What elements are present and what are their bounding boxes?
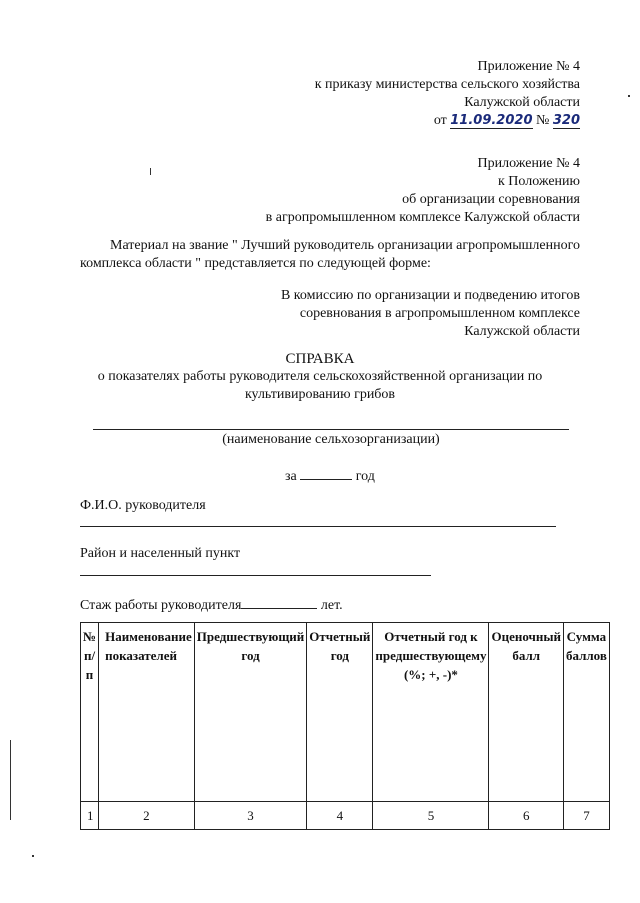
column-number: 7 xyxy=(563,802,609,830)
year-suffix: год xyxy=(355,469,375,484)
document-title-main: СПРАВКА xyxy=(285,351,355,367)
table-row xyxy=(81,802,610,830)
intro-line-1: Материал на звание " Лучший руководитель организации агропромышленного xyxy=(110,238,580,253)
year-line xyxy=(285,465,375,485)
document-title xyxy=(60,350,580,404)
order-region: Калужской области xyxy=(464,95,580,110)
header-report-year: Отчетный год xyxy=(307,623,373,802)
regulation-appendix-number: Приложение № 4 xyxy=(477,156,580,171)
column-number: 3 xyxy=(194,802,307,830)
order-appendix-header xyxy=(250,58,580,130)
scan-mark xyxy=(10,740,11,820)
column-number: 5 xyxy=(373,802,489,830)
order-date-handwritten: 11.09.2020 xyxy=(450,113,533,128)
scan-mark xyxy=(150,168,151,175)
order-date-line xyxy=(250,112,580,130)
column-number: 6 xyxy=(489,802,564,830)
org-name-caption: (наименование сельхозорганизации) xyxy=(222,432,440,447)
document-title-sub-1: о показателях работы руководителя сельскохозяйственной организации по xyxy=(97,369,543,384)
regulation-reference: к Положению xyxy=(497,174,580,189)
intro-line-2: комплекса области " представляется по следующей форме: xyxy=(80,256,431,271)
header-index: № п/п xyxy=(81,623,99,802)
column-number: 4 xyxy=(307,802,373,830)
addressee-line-1: В комиссию по организации и подведению итогов xyxy=(280,288,580,303)
order-number-handwritten: 320 xyxy=(552,113,580,128)
order-date-prefix: от xyxy=(433,113,447,128)
scan-mark xyxy=(628,95,630,97)
year-input[interactable] xyxy=(300,465,352,480)
regulation-subject: об организации соревнования xyxy=(402,192,580,207)
table-header-row xyxy=(81,623,610,802)
header-previous-year: Предшествующий год xyxy=(194,623,307,802)
scan-mark xyxy=(32,855,34,857)
column-number: 2 xyxy=(99,802,195,830)
order-reference: к приказу министерства сельского хозяйства xyxy=(314,77,580,92)
order-number-prefix: № xyxy=(536,113,550,128)
addressee-line-2: соревнования в агропромышленном комплексе xyxy=(299,306,580,321)
org-name-line[interactable] xyxy=(93,429,569,430)
experience-label: Стаж работы руководителя xyxy=(80,598,242,613)
header-score: Оценочный балл xyxy=(489,623,564,802)
director-name-input[interactable] xyxy=(80,526,556,527)
indicators-table xyxy=(80,622,610,830)
addressee-line-3: Калужской области xyxy=(464,324,580,339)
district-input[interactable] xyxy=(80,575,431,576)
experience-suffix: лет. xyxy=(320,598,343,613)
order-appendix-number: Приложение № 4 xyxy=(477,59,580,74)
document-title-sub-2: культивированию грибов xyxy=(244,387,396,402)
header-score-sum: Сумма баллов xyxy=(563,623,609,802)
regulation-appendix-header xyxy=(230,155,580,227)
district-label: Район и населенный пункт xyxy=(80,546,241,561)
experience-input[interactable] xyxy=(241,594,317,609)
header-indicator-name: Наименование показателей xyxy=(99,623,195,802)
header-change-percent: Отчетный год к предшествующему (%; +, -)* xyxy=(373,623,489,802)
experience-line xyxy=(80,594,343,614)
column-number: 1 xyxy=(81,802,99,830)
year-prefix: за xyxy=(285,469,297,484)
intro-paragraph xyxy=(80,237,590,273)
addressee-block xyxy=(230,287,580,341)
director-name-label: Ф.И.О. руководителя xyxy=(80,498,206,513)
regulation-scope: в агропромышленном комплексе Калужской области xyxy=(265,210,580,225)
